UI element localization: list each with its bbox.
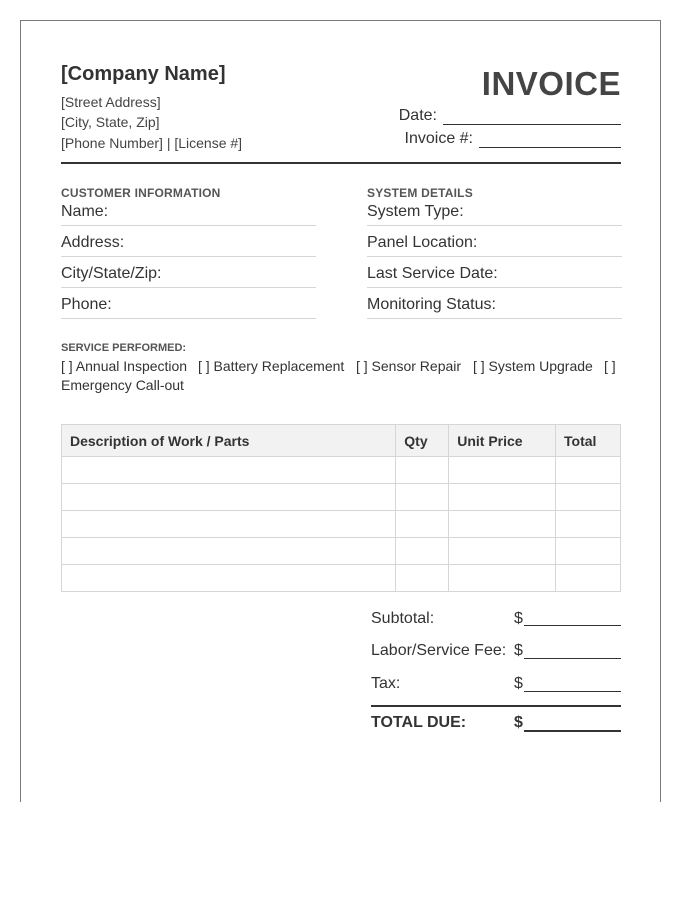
table-cell[interactable] xyxy=(556,511,621,538)
service-option-sensor-repair[interactable]: [ ] Sensor Repair xyxy=(356,358,462,374)
table-row xyxy=(62,457,621,484)
total-due-label: TOTAL DUE: xyxy=(371,714,467,731)
column-header-description: Description of Work / Parts xyxy=(62,425,396,457)
header-divider xyxy=(61,162,621,164)
table-row xyxy=(62,538,621,565)
table-cell[interactable] xyxy=(556,484,621,511)
phone-license: [Phone Number] | [License #] xyxy=(61,135,243,151)
monitoring-status-field[interactable]: Monitoring Status: xyxy=(367,296,622,319)
tax-field[interactable] xyxy=(524,691,621,692)
table-row xyxy=(62,565,621,592)
table-cell[interactable] xyxy=(556,457,621,484)
tax-currency: $ xyxy=(514,675,523,692)
table-cell[interactable] xyxy=(449,511,556,538)
subtotal-currency: $ xyxy=(514,610,523,627)
total-due-field[interactable] xyxy=(524,730,621,732)
table-cell[interactable] xyxy=(449,484,556,511)
service-fee-field[interactable] xyxy=(524,658,621,659)
table-cell[interactable] xyxy=(396,511,449,538)
service-option-emergency-checkbox[interactable]: [ ] xyxy=(604,358,616,374)
table-row xyxy=(62,511,621,538)
panel-location-field[interactable]: Panel Location: xyxy=(367,234,622,257)
column-header-unit-price: Unit Price xyxy=(449,425,556,457)
table-header-row xyxy=(62,425,621,457)
table-cell[interactable] xyxy=(62,565,396,592)
customer-info-title: CUSTOMER INFORMATION xyxy=(61,186,221,200)
customer-phone-field[interactable]: Phone: xyxy=(61,296,316,319)
date-row xyxy=(399,107,621,125)
table-cell[interactable] xyxy=(396,457,449,484)
table-cell[interactable] xyxy=(449,457,556,484)
service-option-emergency-call-out: Emergency Call-out xyxy=(61,377,184,393)
table-cell[interactable] xyxy=(396,538,449,565)
invoice-number-row xyxy=(405,130,621,148)
date-label: Date: xyxy=(398,107,437,124)
table-cell[interactable] xyxy=(556,538,621,565)
table-cell[interactable] xyxy=(62,457,396,484)
invoice-number-label: Invoice #: xyxy=(404,130,473,147)
customer-address-field[interactable]: Address: xyxy=(61,234,316,257)
table-cell[interactable] xyxy=(449,538,556,565)
invoice-number-field[interactable] xyxy=(479,133,621,148)
customer-name-field[interactable]: Name: xyxy=(61,203,316,226)
total-due-currency: $ xyxy=(514,714,523,731)
table-cell[interactable] xyxy=(556,565,621,592)
city-state-zip: [City, State, Zip] xyxy=(61,114,160,130)
system-type-field[interactable]: System Type: xyxy=(367,203,622,226)
table-cell[interactable] xyxy=(449,565,556,592)
date-field[interactable] xyxy=(443,110,621,125)
service-fee-label: Labor/Service Fee: xyxy=(371,642,507,659)
last-service-date-field[interactable]: Last Service Date: xyxy=(367,265,622,288)
invoice-title: INVOICE xyxy=(481,65,621,102)
table-cell[interactable] xyxy=(396,484,449,511)
tax-label: Tax: xyxy=(371,675,401,692)
column-header-total: Total xyxy=(556,425,621,457)
totals-divider xyxy=(371,705,621,707)
table-cell[interactable] xyxy=(396,565,449,592)
company-name: [Company Name] xyxy=(61,63,226,85)
service-option-battery-replacement[interactable]: [ ] Battery Replacement xyxy=(198,358,345,374)
system-details-title: SYSTEM DETAILS xyxy=(367,186,473,200)
service-fee-currency: $ xyxy=(514,642,523,659)
table-cell[interactable] xyxy=(62,511,396,538)
invoice-sheet xyxy=(20,20,661,802)
service-performed-title: SERVICE PERFORMED: xyxy=(61,342,187,354)
table-row xyxy=(62,484,621,511)
customer-city-field[interactable]: City/State/Zip: xyxy=(61,265,316,288)
service-option-system-upgrade[interactable]: [ ] System Upgrade xyxy=(473,358,593,374)
table-cell[interactable] xyxy=(62,484,396,511)
table-cell[interactable] xyxy=(62,538,396,565)
work-parts-table xyxy=(61,424,621,592)
street-address: [Street Address] xyxy=(61,94,161,110)
service-option-annual-inspection[interactable]: [ ] Annual Inspection xyxy=(61,358,188,374)
subtotal-label: Subtotal: xyxy=(371,610,435,627)
column-header-qty: Qty xyxy=(396,425,449,457)
subtotal-field[interactable] xyxy=(524,625,621,626)
